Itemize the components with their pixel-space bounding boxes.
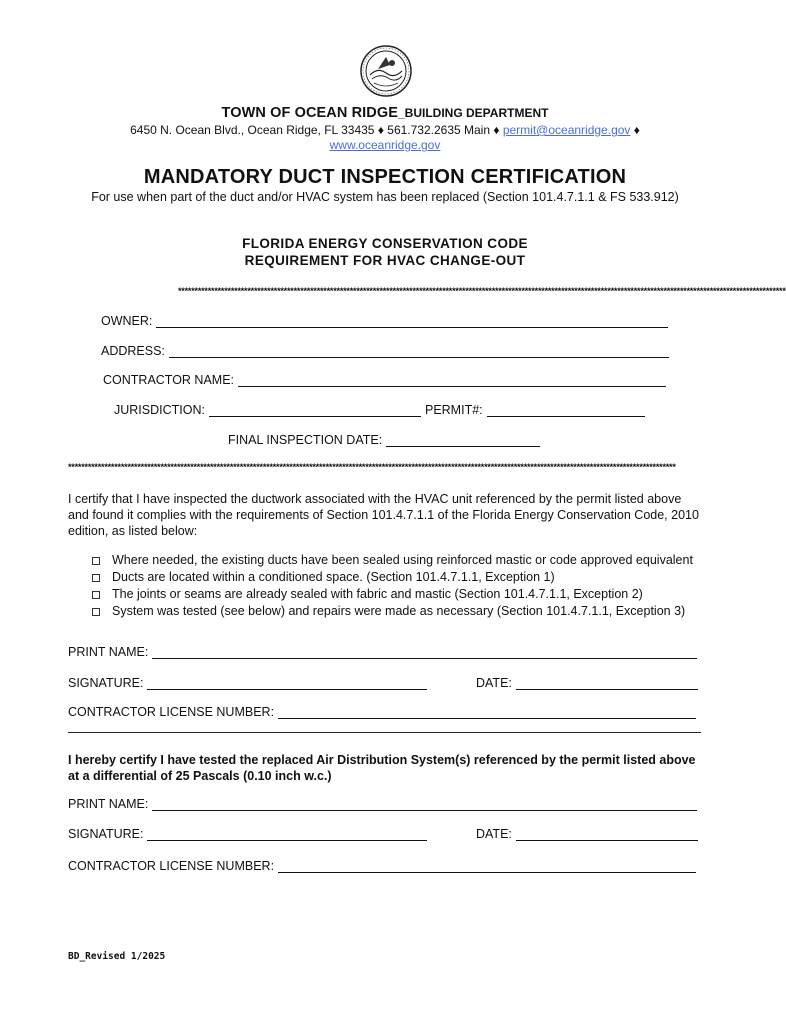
checklist-item-label: Ducts are located within a conditioned space. (Section 101.4.7.1.1, Exception 1) [112,570,555,584]
town-seal-logo [360,45,412,97]
website-line [0,138,770,152]
print-name-field-2 [68,797,697,811]
org-name: TOWN OF OCEAN RIDGE [221,105,398,121]
document-subtitle: For use when part of the duct and/or HVAC system has been replaced (Section 101.4.7.1.1 & FS 533.912) [91,190,679,204]
license-input-line[interactable] [278,706,696,719]
jurisdiction-input-line[interactable] [209,404,421,417]
revision-footer: BD_Revised 1/2025 [68,951,166,962]
checklist-item [92,586,693,603]
checklist-item-label: Where needed, the existing ducts have been sealed using reinforced mastic or code approved equivalent [112,553,693,567]
address-text: 6450 N. Ocean Blvd., Ocean Ridge, FL 33435 ♦ 561.732.2635 Main ♦ [130,123,500,137]
checkbox[interactable] [92,608,100,616]
date-field-2 [476,827,698,841]
print-name-field [68,645,697,659]
diamond-separator: ♦ [633,123,640,137]
signature-input-line[interactable] [147,828,427,841]
website-link[interactable]: www.oceanridge.gov [329,138,441,152]
compliance-checklist [92,552,693,620]
address-label: ADDRESS: [101,344,165,358]
checklist-item-label: System was tested (see below) and repairs were made as necessary (Section 101.4.7.1.1, Exception 3) [112,604,686,618]
star-divider: **************************************************************************************************************************************************************************************** [178,286,786,296]
checkbox[interactable] [92,574,100,582]
license-label: CONTRACTOR LICENSE NUMBER: [68,705,275,719]
owner-field [101,314,668,328]
signature-field-2 [68,827,427,841]
code-heading-line2: REQUIREMENT FOR HVAC CHANGE-OUT [244,253,526,268]
signature-label: SIGNATURE: [68,676,144,690]
license-field [68,705,696,719]
department-heading [0,104,770,121]
contractor-name-input-line[interactable] [238,374,666,387]
checklist-item [92,569,693,586]
date-input-line[interactable] [516,677,698,690]
final-inspection-field [228,433,540,447]
checkbox[interactable] [92,557,100,565]
document-title: MANDATORY DUCT INSPECTION CERTIFICATION [143,166,627,188]
checklist-item [92,552,693,569]
owner-input-line[interactable] [156,315,668,328]
print-name-input-line[interactable] [152,646,697,659]
department-name: _BUILDING DEPARTMENT [398,106,549,120]
jurisdiction-label: JURISDICTION: [114,403,205,417]
star-divider-2: **************************************************************************************************************************************************************************************** [68,462,676,472]
code-heading-line1: FLORIDA ENERGY CONSERVATION CODE [242,236,528,251]
signature-input-line[interactable] [147,677,427,690]
contractor-name-field [103,373,666,387]
certification-statement: I certify that I have inspected the ductwork associated with the HVAC unit referenced by the permit listed above and found it complies with the requirements of Section 101.4.7.1.1 of the Florida Energy Conservation Code, 2010 edition, as listed below: [68,492,699,538]
permit-label: PERMIT#: [424,403,483,417]
license-input-line[interactable] [278,860,696,873]
final-inspection-label: FINAL INSPECTION DATE: [228,433,383,447]
print-name-input-line[interactable] [152,798,697,811]
address-input-line[interactable] [169,345,669,358]
final-inspection-input-line[interactable] [386,434,540,447]
print-name-label: PRINT NAME: [68,645,149,659]
permit-input-line[interactable] [487,404,645,417]
section-divider [68,732,701,733]
license-field-2 [68,859,696,873]
date-field [476,676,698,690]
checklist-item-label: The joints or seams are already sealed with fabric and mastic (Section 101.4.7.1.1, Exception 2) [112,587,643,601]
jurisdiction-field [114,403,645,417]
print-name-label: PRINT NAME: [68,797,149,811]
address-line [0,123,770,137]
test-certification-statement: I hereby certify I have tested the replaced Air Distribution System(s) referenced by the permit listed above at a differential of 25 Pascals (0.10 inch w.c.) [68,753,696,783]
contractor-name-label: CONTRACTOR NAME: [103,373,235,387]
email-link[interactable]: permit@oceanridge.gov [502,123,631,137]
date-label: DATE: [476,676,512,690]
signature-label: SIGNATURE: [68,827,144,841]
date-input-line[interactable] [516,828,698,841]
date-label: DATE: [476,827,512,841]
address-field [101,344,669,358]
checklist-item [92,603,693,620]
signature-field [68,676,427,690]
checkbox[interactable] [92,591,100,599]
owner-label: OWNER: [101,314,153,328]
license-label: CONTRACTOR LICENSE NUMBER: [68,859,275,873]
